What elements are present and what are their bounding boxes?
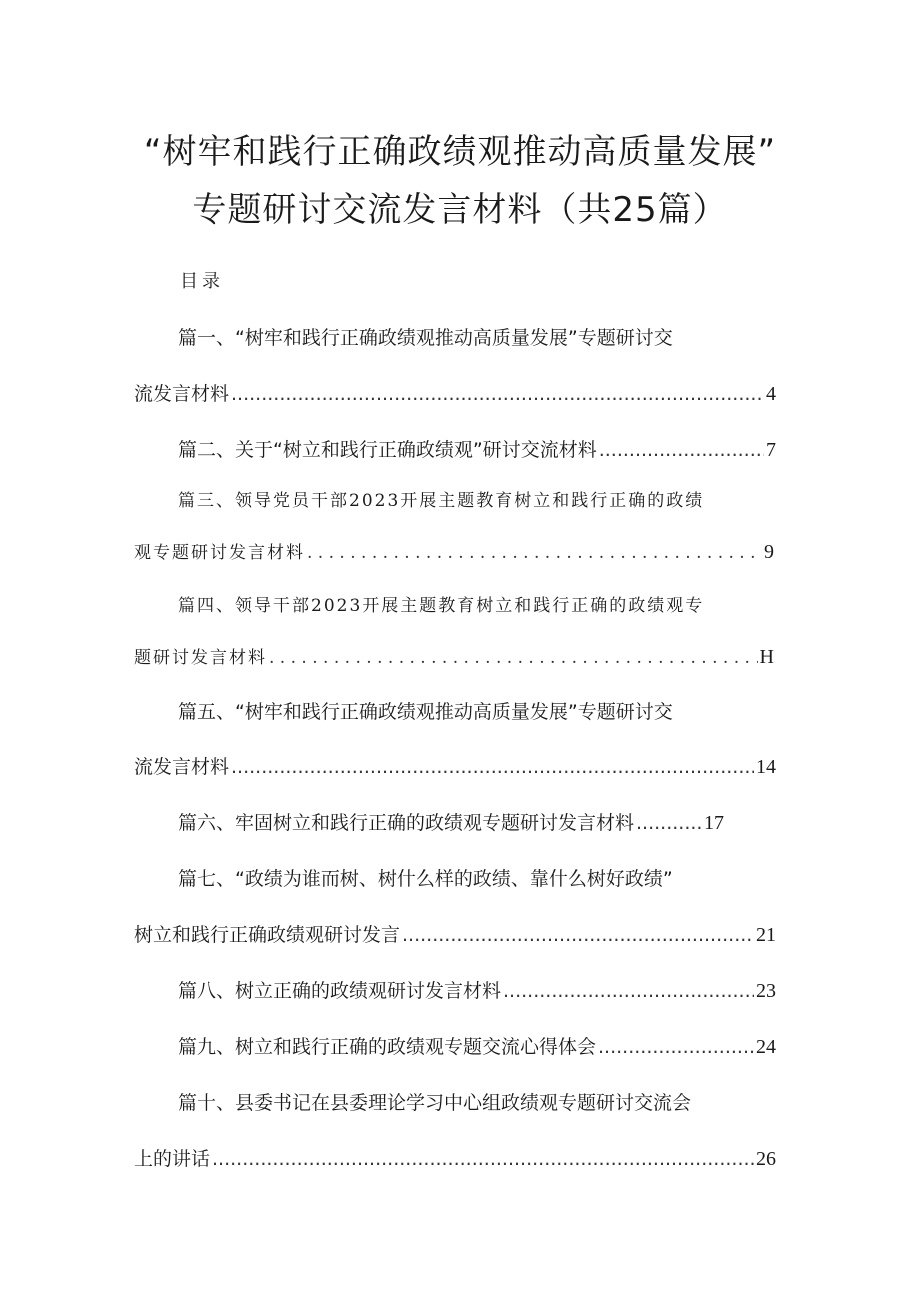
toc-entry-3-line-2: [134, 538, 776, 567]
toc-leader-dots: [212, 1145, 754, 1173]
toc-entry-6-page: 17: [704, 812, 724, 834]
toc-entry-4-page: H: [759, 646, 776, 668]
toc-entry-5-page: 14: [756, 756, 776, 778]
toc-entry-10-line-2: [134, 1145, 776, 1173]
toc-leader-dots: [402, 921, 754, 949]
document-title-line-1: “树牢和践行正确政绩观推动高质量发展”: [143, 132, 777, 172]
toc-entry-3-page: 9: [764, 541, 776, 563]
toc-leader-dots: [231, 380, 764, 408]
toc-entry-1-line-2: [134, 380, 776, 408]
toc-entry-8-text: 篇八、树立正确的政绩观研讨发言材料: [178, 980, 502, 1002]
toc-entry-2-text: 篇二、关于“树立和践行正确政绩观”研讨交流材料: [178, 439, 597, 461]
toc-entry-2-page: 7: [766, 439, 776, 461]
toc-entry-10-page: 26: [756, 1148, 776, 1170]
toc-leader-dots: [307, 539, 762, 567]
toc-entry-1-page: 4: [766, 383, 776, 405]
toc-entry-8-page: 23: [756, 980, 776, 1002]
toc-entry-5-line-2: [134, 753, 776, 781]
document-title-line-2: 专题研讨交流发言材料（共25篇）: [192, 190, 728, 230]
toc-entry-3-line-1: 篇三、领导党员干部2023开展主题教育树立和践行正确的政绩: [178, 491, 705, 511]
toc-leader-dots: [599, 436, 764, 464]
toc-entry-10-text: 上的讲话: [134, 1148, 211, 1170]
toc-entry-1-text: 流发言材料: [134, 383, 230, 405]
toc-leader-dots: [269, 644, 758, 672]
toc-entry-7-text: 树立和践行正确政绩观研讨发言: [134, 924, 401, 946]
toc-leader-dots: [636, 809, 702, 837]
toc-entry-1-line-1: 篇一、“树牢和践行正确政绩观推动高质量发展”专题研讨交: [178, 327, 673, 349]
toc-entry-4-line-2: [134, 643, 776, 672]
toc-entry-4-text: 题研讨发言材料: [134, 648, 267, 668]
toc-leader-dots: [503, 977, 754, 1005]
toc-entry-10-line-1: 篇十、县委书记在县委理论学习中心组政绩观专题研讨交流会: [178, 1092, 692, 1114]
toc-entry-4-line-1: 篇四、领导干部2023开展主题教育树立和践行正确的政绩观专: [178, 596, 705, 616]
toc-entry-6-text: 篇六、牢固树立和践行正确的政绩观专题研讨发言材料: [178, 812, 635, 834]
toc-entry-5-text: 流发言材料: [134, 756, 230, 778]
toc-entry-8: [178, 977, 776, 1005]
toc-entry-9-page: 24: [756, 1036, 776, 1058]
toc-leader-dots: [598, 1033, 754, 1061]
toc-entry-2: [178, 436, 776, 464]
toc-entry-6: [178, 809, 724, 837]
toc-entry-5-line-1: 篇五、“树牢和践行正确政绩观推动高质量发展”专题研讨交: [178, 701, 673, 723]
toc-leader-dots: [231, 753, 754, 781]
toc-entry-7-page: 21: [756, 924, 776, 946]
toc-entry-7-line-2: [134, 921, 776, 949]
toc-entry-7-line-1: 篇七、“政绩为谁而树、树什么样的政绩、靠什么树好政绩”: [178, 868, 673, 890]
toc-entry-9: [178, 1033, 776, 1061]
toc-heading: 目录: [180, 271, 224, 292]
toc-entry-3-text: 观专题研讨发言材料: [134, 543, 305, 563]
toc-entry-9-text: 篇九、树立和践行正确的政绩观专题交流心得体会: [178, 1036, 597, 1058]
